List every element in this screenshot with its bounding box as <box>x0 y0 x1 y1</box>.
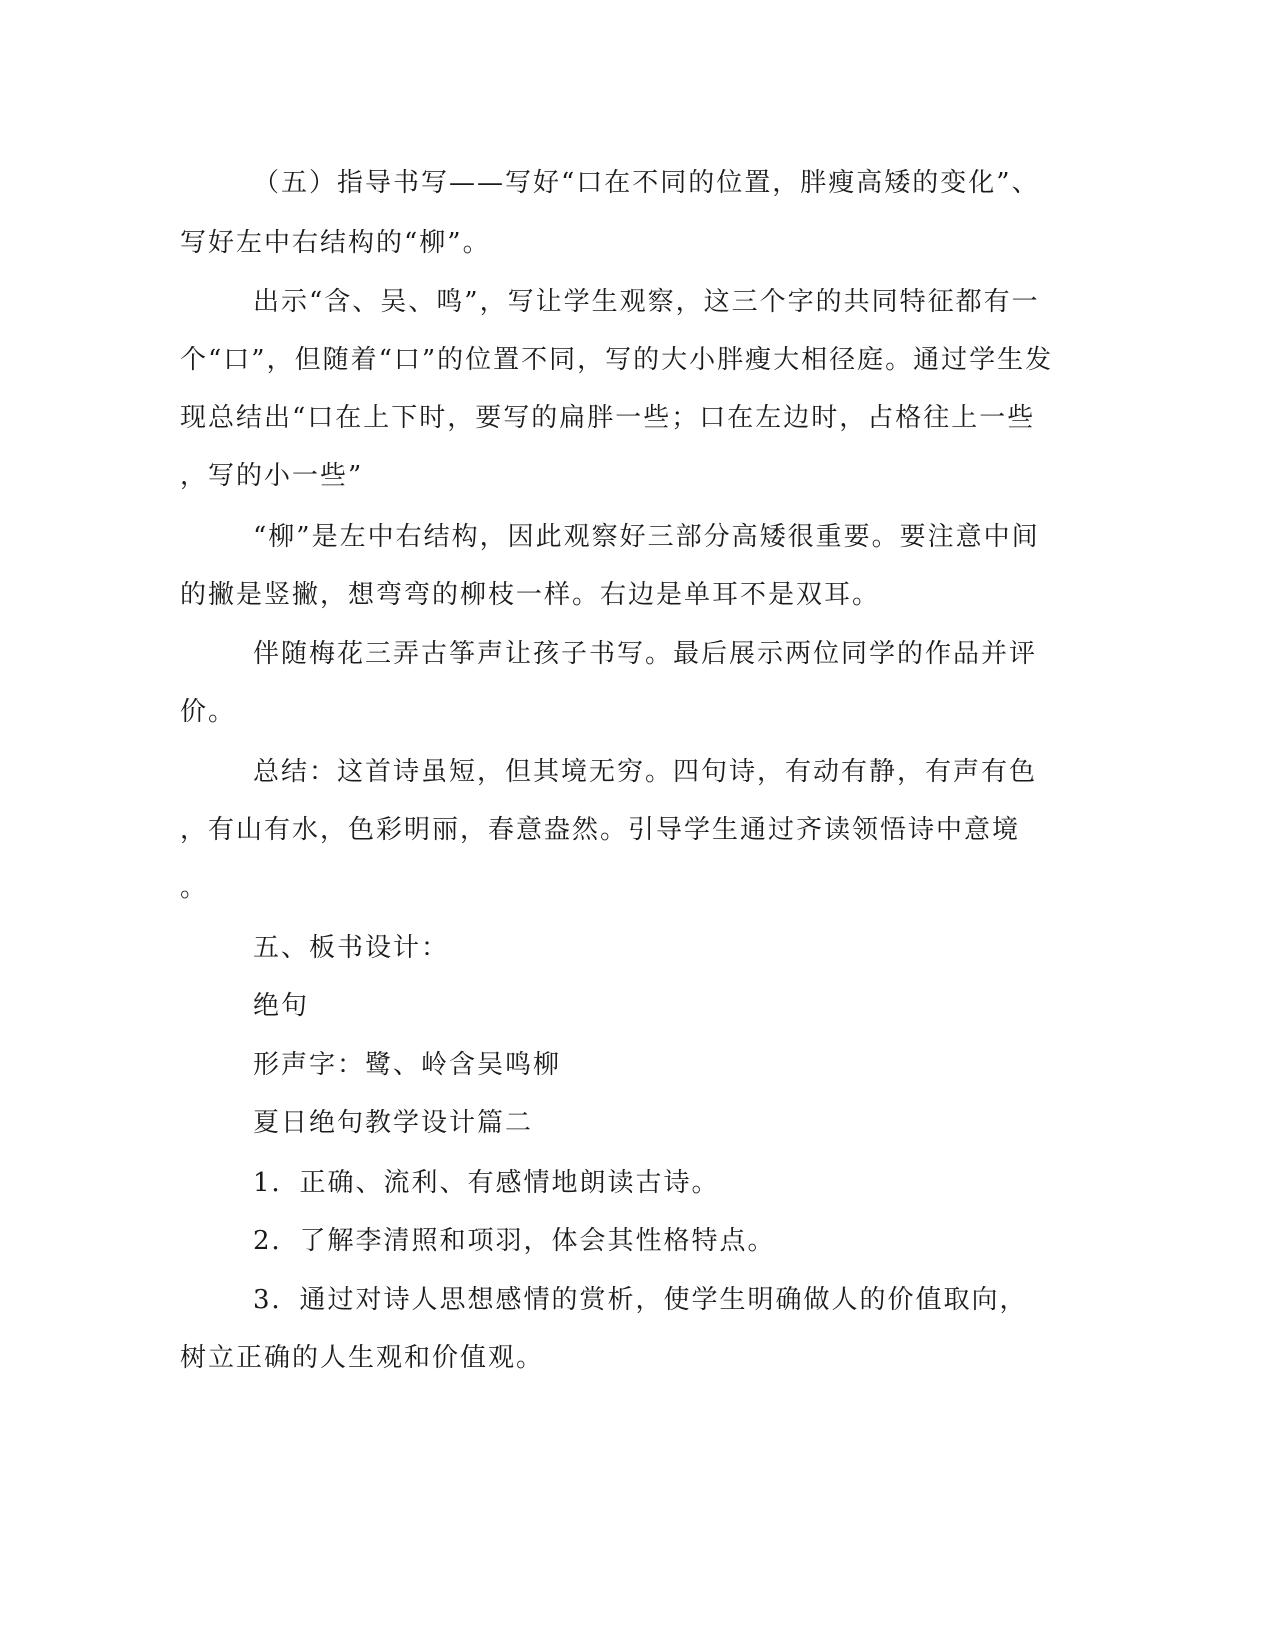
paragraph-line: 总结：这首诗虽短，但其境无穷。四句诗，有动有静，有声有色 <box>253 757 1038 787</box>
paragraph-line: ，写的小一些” <box>180 461 364 491</box>
objective-item: 1．正确、流利、有感情地朗读古诗。 <box>253 1168 720 1198</box>
paragraph-line: ，有山有水，色彩明丽，春意盎然。引导学生通过齐读领悟诗中意境 <box>180 815 1021 845</box>
article-title: 夏日绝句教学设计篇二 <box>253 1108 534 1138</box>
paragraph-line: 伴随梅花三弄古筝声让孩子书写。最后展示两位同学的作品并评 <box>253 639 1038 669</box>
section-heading: 五、板书设计： <box>253 933 450 963</box>
objective-item: 2．了解李清照和项羽，体会其性格特点。 <box>253 1226 776 1256</box>
paragraph-line: （五）指导书写——写好“口在不同的位置，胖瘦高矮的变化”、 <box>253 168 1040 198</box>
board-content: 形声字：鹭、岭含吴鸣柳 <box>253 1050 562 1080</box>
paragraph-line: 写好左中右结构的“柳”。 <box>180 228 491 258</box>
paragraph-line: 个“口”，但随着“口”的位置不同，写的大小胖瘦大相径庭。通过学生发 <box>180 345 1054 375</box>
paragraph-line: 。 <box>180 873 209 903</box>
paragraph-line: 出示“含、吴、鸣”，写让学生观察，这三个字的共同特征都有一 <box>253 287 1040 317</box>
board-title: 绝句 <box>253 991 310 1021</box>
objective-item-continuation: 树立正确的人生观和价值观。 <box>180 1343 545 1373</box>
paragraph-line: 价。 <box>180 697 237 727</box>
objective-item: 3．通过对诗人思想感情的赏析，使学生明确做人的价值取向， <box>253 1285 1028 1315</box>
paragraph-line: 现总结出“口在上下时，要写的扁胖一些；口在左边时，占格往上一些 <box>180 403 1036 433</box>
paragraph-line: “柳”是左中右结构，因此观察好三部分高矮很重要。要注意中间 <box>253 522 1040 552</box>
paragraph-line: 的撇是竖撇，想弯弯的柳枝一样。右边是单耳不是双耳。 <box>180 580 881 610</box>
